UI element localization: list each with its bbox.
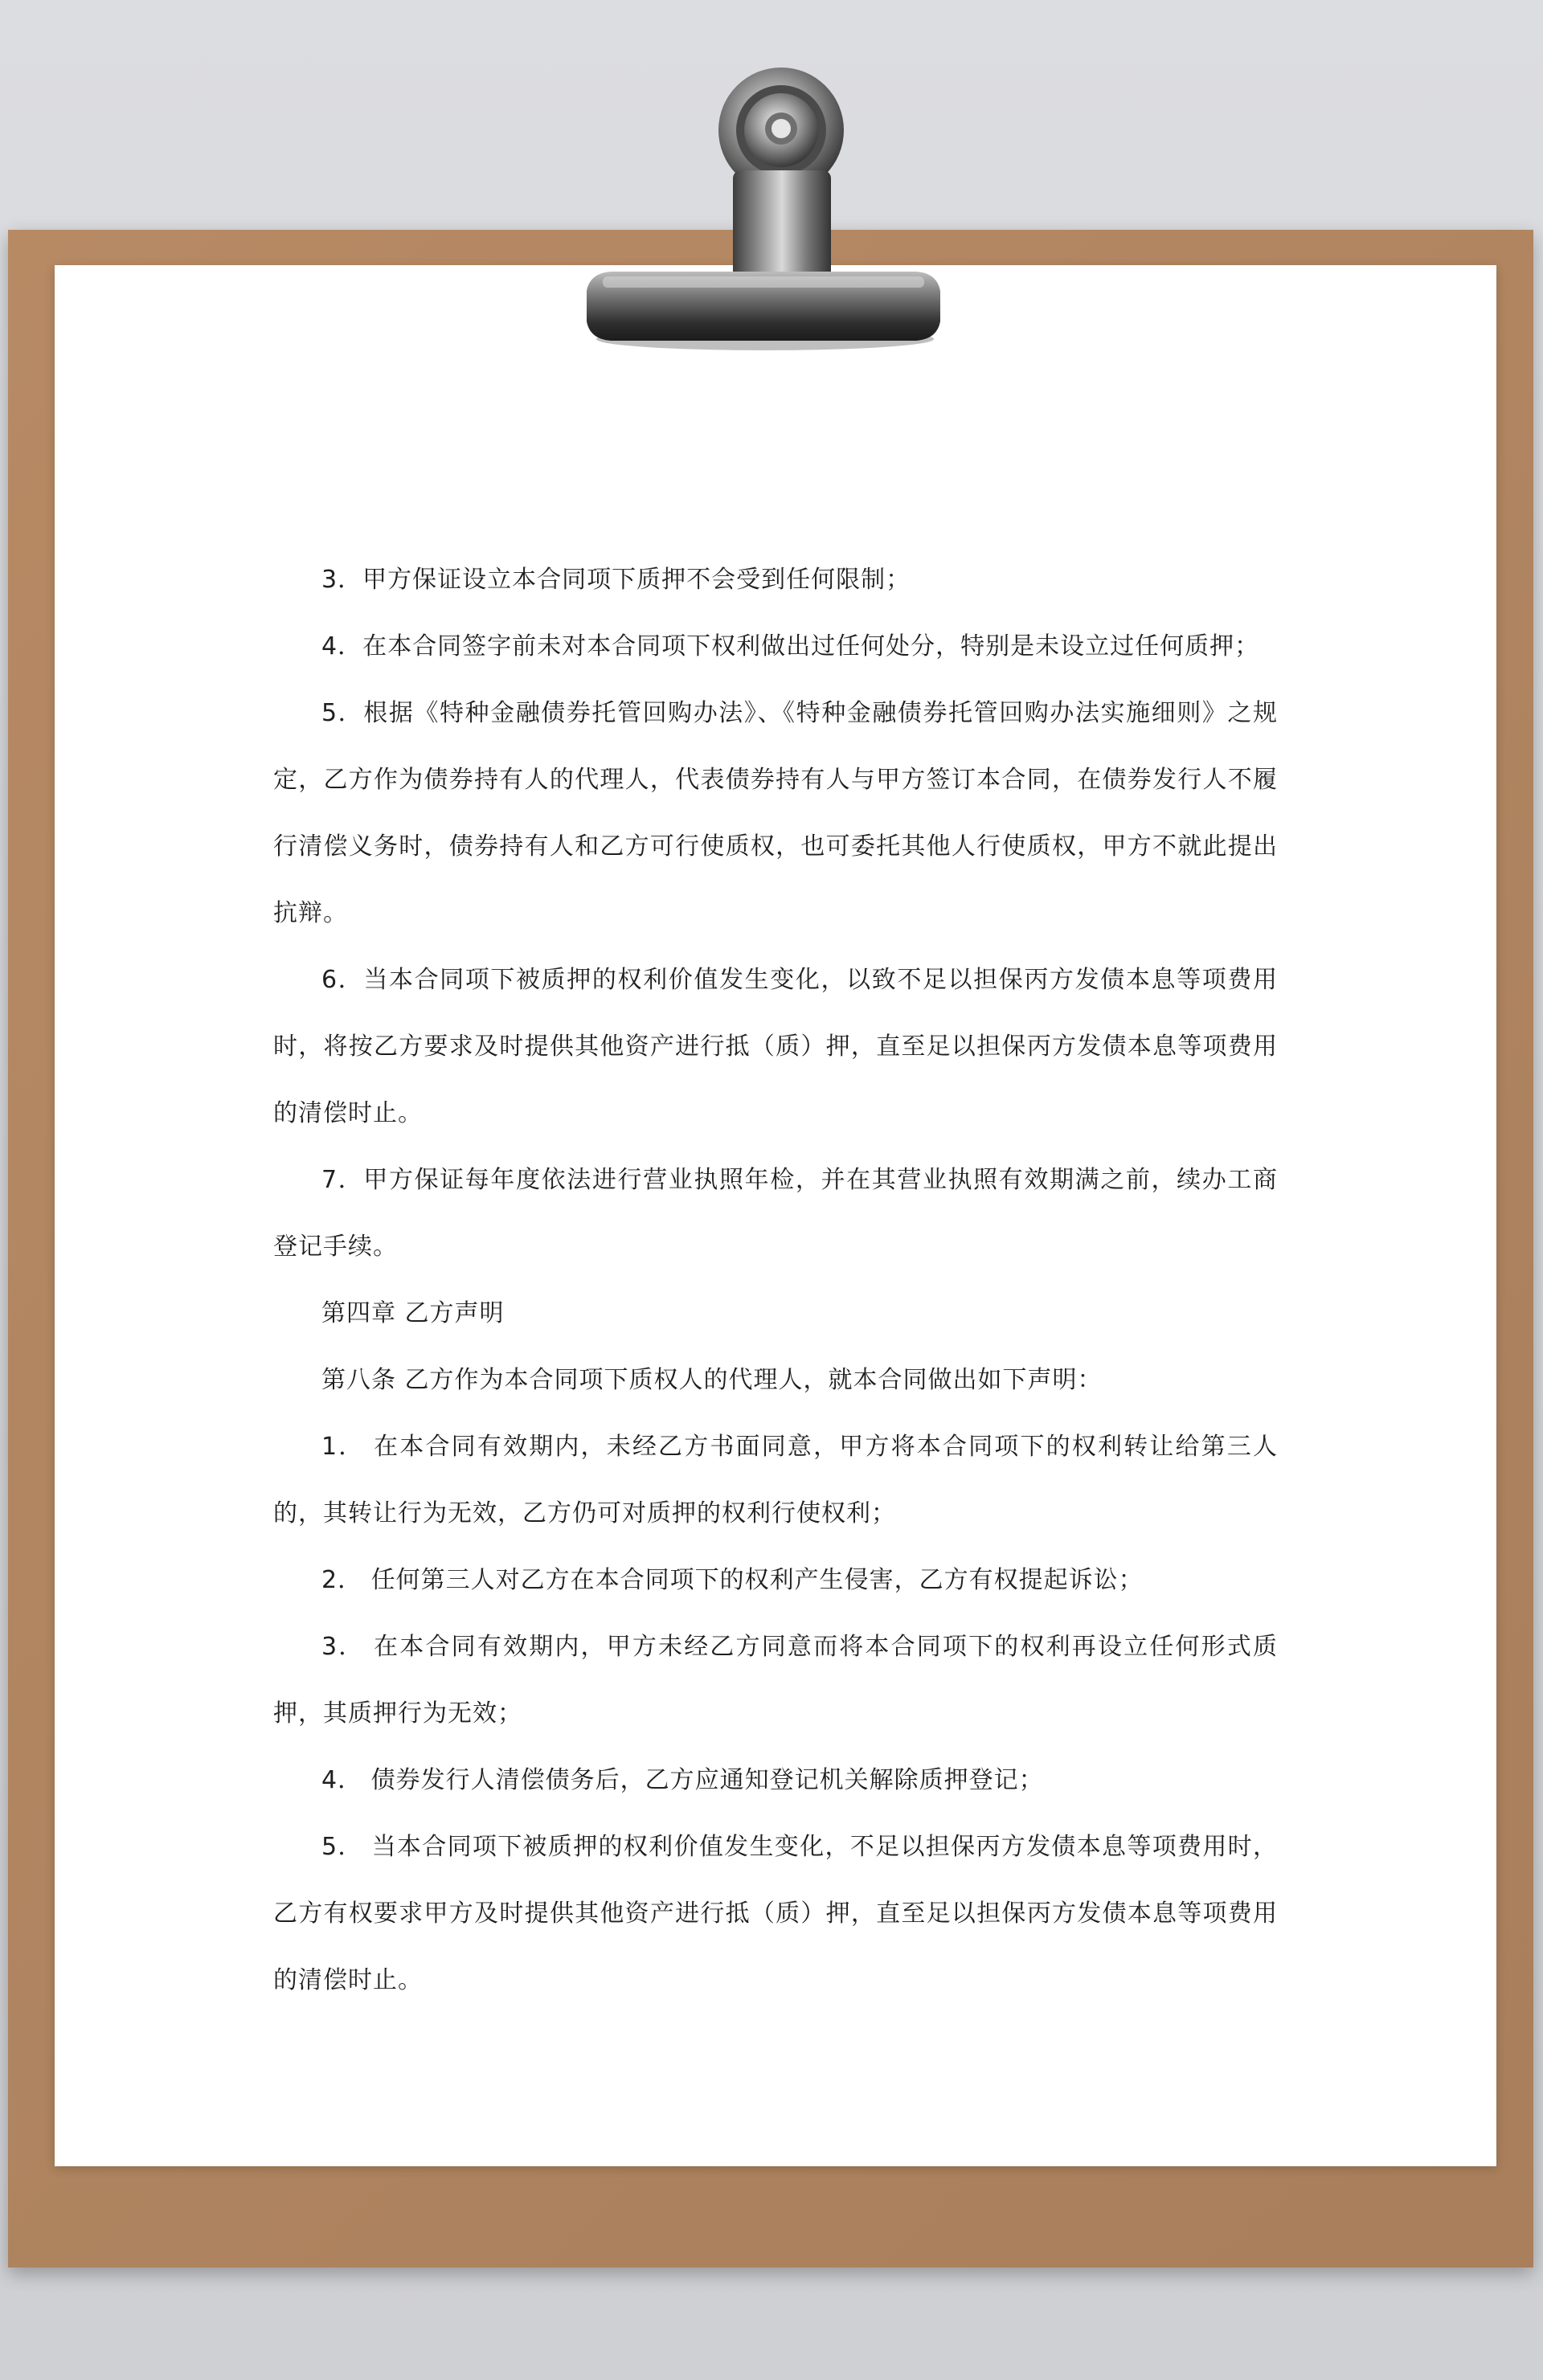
paragraph-item: 3． 在本合同有效期内，甲方未经乙方同意而将本合同项下的权利再设立任何形式质押，其质押行为无效； [273,1633,1278,1728]
paragraph-item: 4．在本合同签字前未对本合同项下权利做出过任何处分，特别是未设立过任何质押； [321,632,1260,660]
paragraph-item: 3．甲方保证设立本合同项下质押不会受到任何限制； [321,566,911,594]
document-body [273,546,1278,2014]
binder-clip-icon [579,50,948,355]
paragraph-item: 5． 当本合同项下被质押的权利价值发生变化，不足以担保丙方发债本息等项费用时，乙方有权要求甲方及时提供其他资产进行抵（质）押，直至足以担保丙方发债本息等项费用的清偿时止。 [273,1833,1278,1994]
paragraph-item: 4． 债券发行人清偿债务后，乙方应通知登记机关解除质押登记； [321,1766,1044,1794]
paragraph-item: 7．甲方保证每年度依法进行营业执照年检，并在其营业执照有效期满之前，续办工商登记手续。 [273,1166,1278,1261]
paragraph-item: 2． 任何第三人对乙方在本合同项下的权利产生侵害，乙方有权提起诉讼； [321,1566,1144,1594]
chapter-heading: 第四章 乙方声明 [321,1299,505,1327]
paragraph-item: 1． 在本合同有效期内，未经乙方书面同意，甲方将本合同项下的权利转让给第三人的，其转让行为无效，乙方仍可对质押的权利行使权利； [273,1433,1278,1527]
paragraph-item: 6．当本合同项下被质押的权利价值发生变化，以致不足以担保丙方发债本息等项费用时，将按乙方要求及时提供其他资产进行抵（质）押，直至足以担保丙方发债本息等项费用的清偿时止。 [273,966,1278,1127]
article-heading: 第八条 乙方作为本合同项下质权人的代理人，就本合同做出如下声明： [321,1366,1103,1394]
paragraph-item: 5．根据《特种金融债券托管回购办法》、《特种金融债券托管回购办法实施细则》之规定，乙方作为债券持有人的代理人，代表债券持有人与甲方签订本合同，在债券发行人不履行清偿义务时，债券持有人和乙方可行使质权，也可委托其他人行使质权，甲方不就此提出抗辩。 [273,699,1278,927]
